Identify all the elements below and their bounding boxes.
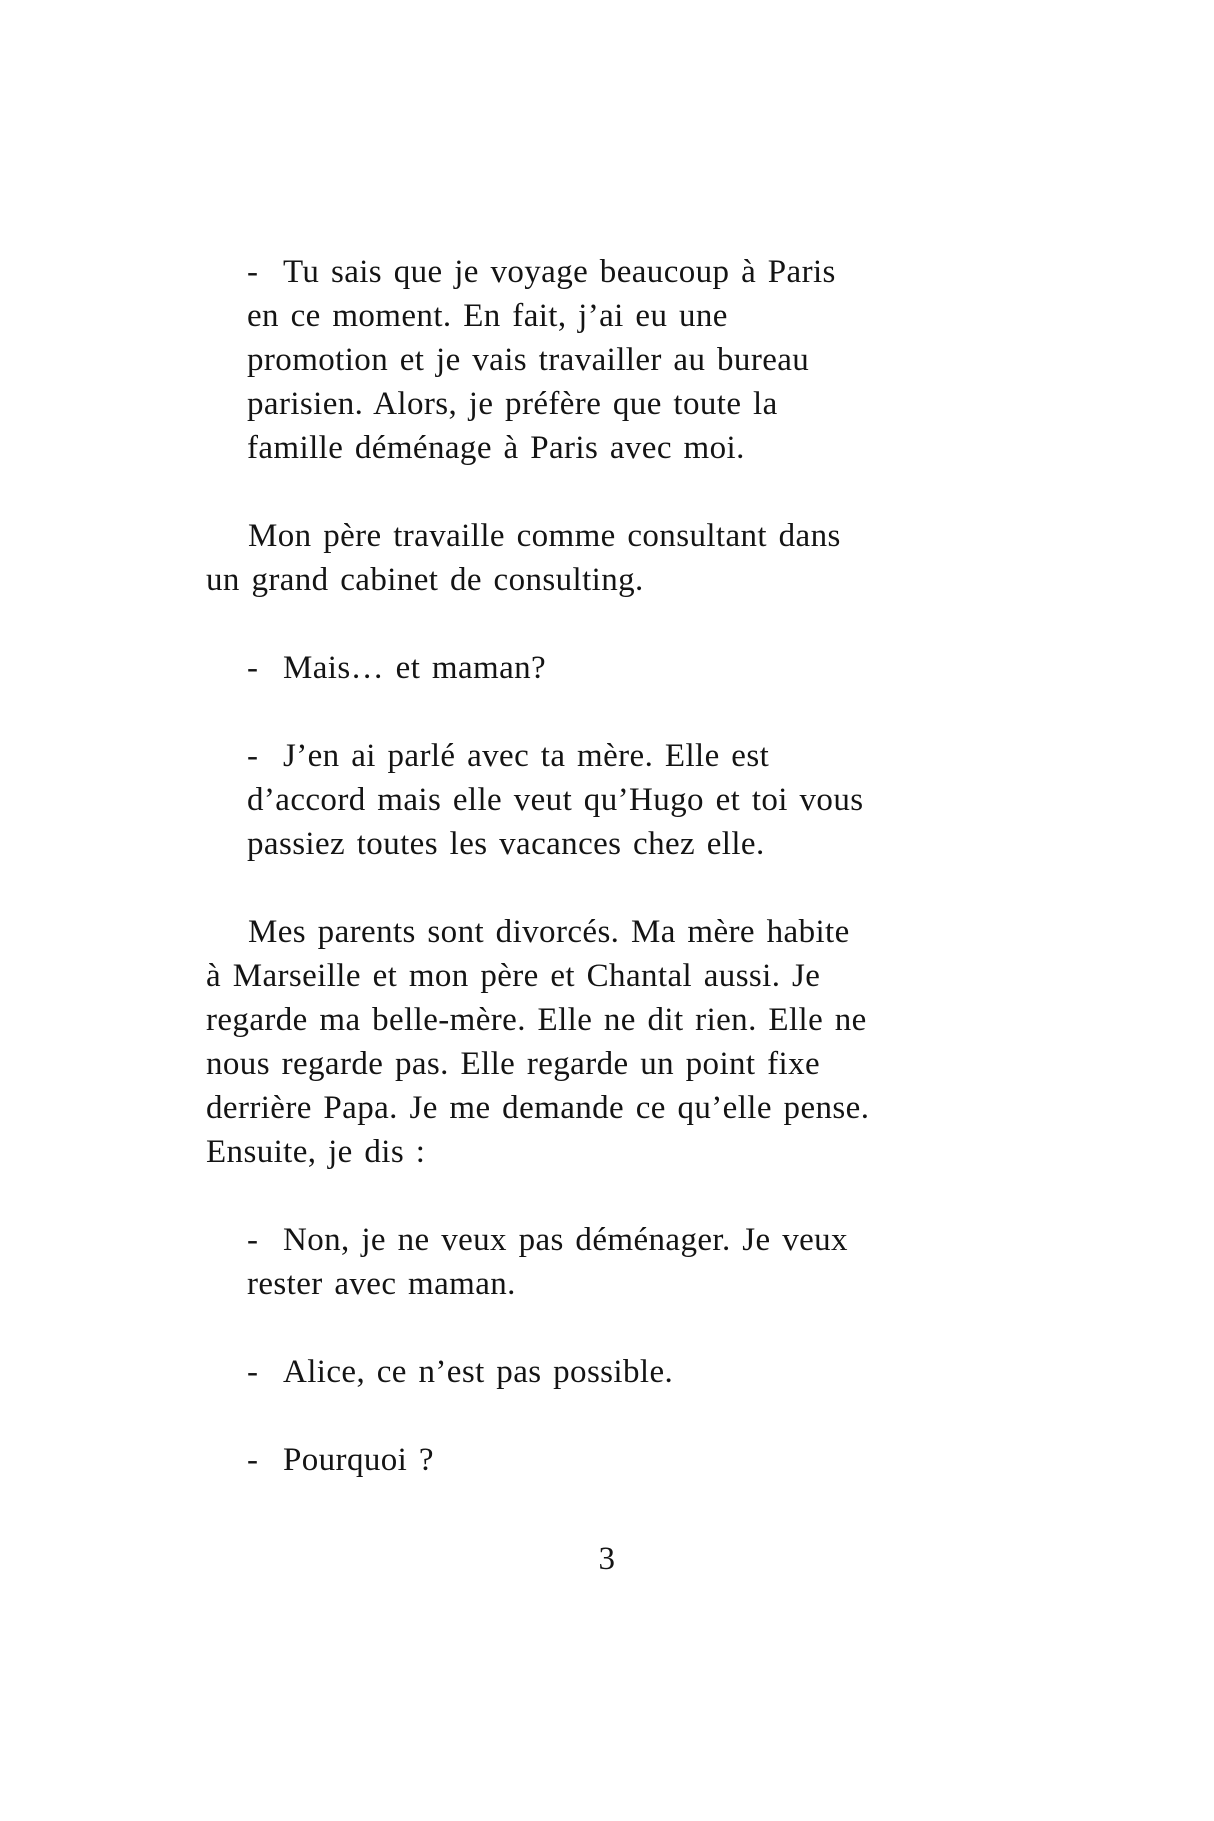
paragraph-line: Mes parents sont divorcés. Ma mère habite [248, 914, 850, 950]
dialogue-line [247, 1438, 1036, 1482]
dialogue-block [247, 646, 1036, 690]
dialogue-block [247, 250, 1036, 470]
text-block [206, 250, 1036, 1482]
dialogue-text: Alice, ce n’est pas possible. [283, 1354, 674, 1390]
narrative-paragraph [206, 514, 1036, 602]
dialogue-dash: - [247, 650, 258, 686]
dialogue-text: Mais… et maman? [283, 650, 547, 686]
paragraph-line: regarde ma belle-mère. Elle ne dit rien. Elle ne [206, 1002, 867, 1038]
dialogue-text: J’en ai parlé avec ta mère. Elle est [283, 738, 770, 774]
dialogue-line: promotion et je vais travailler au bureau [247, 342, 810, 378]
dialogue-line: parisien. Alors, je préfère que toute la [247, 386, 778, 422]
narrative-paragraph [206, 910, 1036, 1174]
dialogue-line [247, 1218, 1036, 1262]
dialogue-text: Pourquoi ? [283, 1442, 434, 1478]
dialogue-line: passiez toutes les vacances chez elle. [247, 826, 765, 862]
dialogue-dash: - [247, 1442, 258, 1478]
dialogue-dash: - [247, 1222, 258, 1258]
dialogue-block [247, 1438, 1036, 1482]
paragraph-line: à Marseille et mon père et Chantal aussi. Je [206, 958, 821, 994]
dialogue-block [247, 1350, 1036, 1394]
dialogue-line [247, 250, 1036, 294]
dialogue-text: Tu sais que je voyage beaucoup à Paris [283, 254, 836, 290]
dialogue-line: d’accord mais elle veut qu’Hugo et toi vous [247, 782, 864, 818]
paragraph-line: derrière Papa. Je me demande ce qu’elle pense. [206, 1090, 870, 1126]
dialogue-dash: - [247, 254, 258, 290]
dialogue-block [247, 1218, 1036, 1306]
dialogue-line [247, 1350, 1036, 1394]
paragraph-line: nous regarde pas. Elle regarde un point fixe [206, 1046, 821, 1082]
dialogue-dash: - [247, 738, 258, 774]
dialogue-line [247, 646, 1036, 690]
dialogue-line: en ce moment. En fait, j’ai eu une [247, 298, 728, 334]
page-number: 3 [598, 1541, 616, 1577]
dialogue-block [247, 734, 1036, 866]
paragraph-line: Mon père travaille comme consultant dans [248, 518, 841, 554]
paragraph-line: Ensuite, je dis : [206, 1134, 426, 1170]
dialogue-line: rester avec maman. [247, 1266, 516, 1302]
paragraph-line: un grand cabinet de consulting. [206, 562, 644, 598]
dialogue-dash: - [247, 1354, 258, 1390]
dialogue-text: Non, je ne veux pas déménager. Je veux [283, 1222, 848, 1258]
dialogue-line: famille déménage à Paris avec moi. [247, 430, 745, 466]
dialogue-line [247, 734, 1036, 778]
